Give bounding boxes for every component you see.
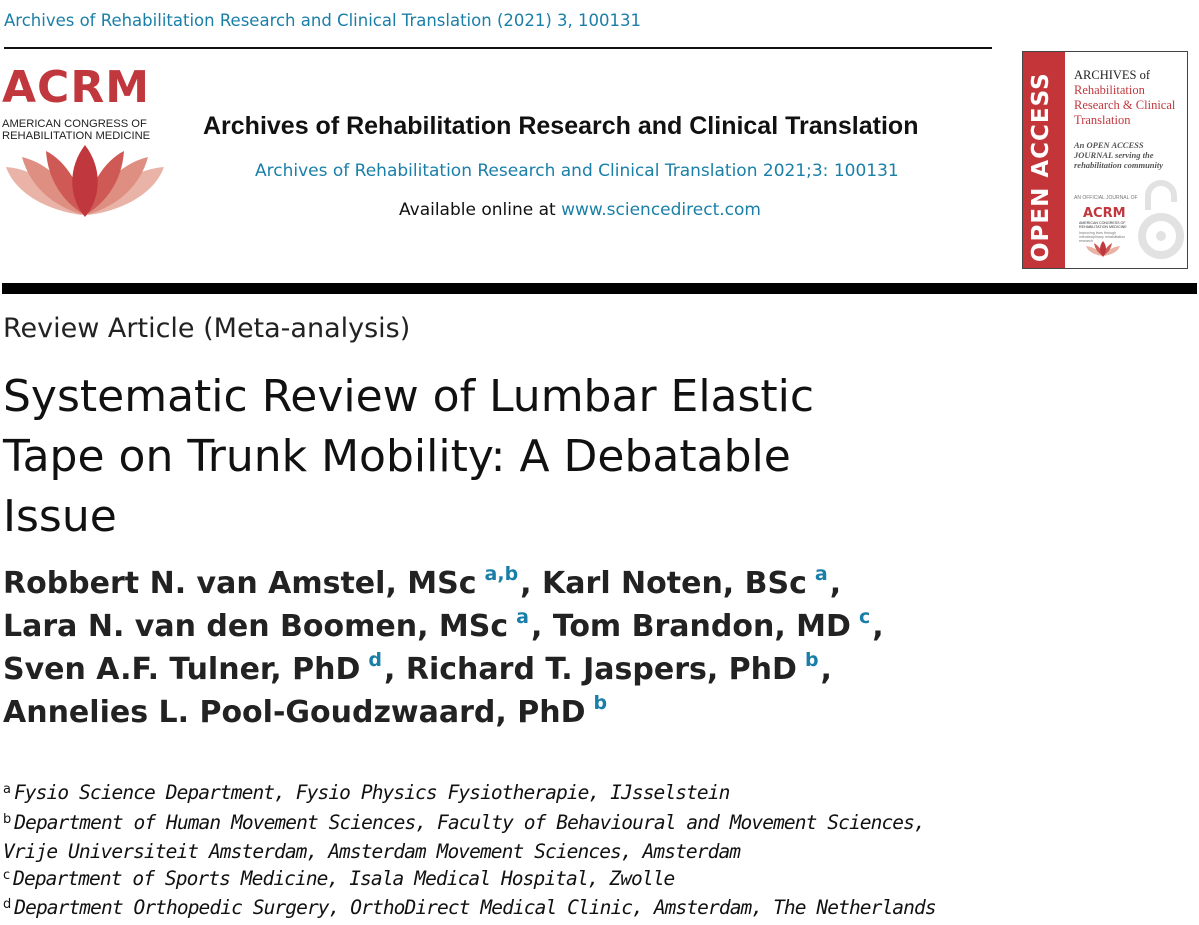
cover-title-line2: Rehabilitation — [1074, 83, 1145, 97]
cover-acrm-word: ACRM — [1083, 206, 1126, 221]
author-name: Robbert N. van Amstel, MSc — [3, 566, 477, 601]
acrm-logo-line2: REHABILITATION MEDICINE — [2, 130, 151, 142]
affiliation-d: $^d$ Department Orthopedic Surgery, OrthoDirect Medical Clinic, Amsterdam, The Netherlands — [3, 896, 936, 919]
author-line — [3, 693, 884, 736]
author-name: Richard T. Jaspers, PhD — [405, 652, 797, 687]
cover-lotus-icon — [1085, 241, 1121, 257]
affiliation-key: b — [3, 811, 12, 827]
section-rule — [2, 283, 1197, 294]
header-rule — [4, 47, 992, 49]
open-access-lock-icon — [1138, 172, 1184, 262]
author-name: Lara N. van den Boomen, MSc — [3, 609, 509, 644]
author-affil-ref[interactable]: a,b — [484, 563, 519, 585]
author-affil-ref[interactable]: a — [814, 563, 828, 585]
author-list — [3, 564, 884, 736]
article-title-line: Issue — [3, 491, 117, 542]
acrm-logo-line1: AMERICAN CONGRESS OF — [2, 118, 147, 130]
journal-citation: Archives of Rehabilitation Research and Clinical Translation 2021;3: 100131 — [255, 161, 899, 181]
author-line: Lara N. van den Boomen, MSc $^a$, Tom Brandon, MD $^c$, — [3, 606, 884, 644]
affiliation-key: c — [3, 867, 11, 883]
cover-open-access-label: OPEN ACCESS — [1028, 72, 1054, 262]
journal-cover — [1022, 51, 1188, 269]
author-affil-ref[interactable]: a — [516, 606, 529, 628]
article-title-line: Systematic Review of Lumbar Elastic — [3, 371, 815, 422]
author-line: Robbert N. van Amstel, MSc $^{a,b}$, Karl Noten, BSc $^a$, — [3, 563, 842, 601]
author-name: Annelies L. Pool-Goudzwaard, PhD — [3, 695, 586, 730]
author-affil-ref[interactable]: c — [858, 606, 871, 628]
author-affil-ref[interactable]: b — [804, 649, 819, 671]
sciencedirect-link[interactable]: www.sciencedirect.com — [561, 200, 761, 220]
affiliation-key: a — [3, 782, 11, 797]
acrm-logo-word: ACRM — [2, 62, 151, 113]
article-title-line: Tape on Trunk Mobility: A Debatable — [3, 431, 791, 482]
affiliation-key: d — [3, 897, 12, 912]
lotus-icon — [2, 145, 168, 221]
cover-title-line4: Translation — [1074, 113, 1131, 127]
availability-line — [399, 200, 761, 220]
author-name: Karl Noten, BSc — [542, 566, 807, 601]
availability-prefix: Available online at — [399, 200, 562, 220]
cover-subtitle: An OPEN ACCESS JOURNAL serving the rehabilitation community — [1074, 140, 1164, 170]
author-name: Sven A.F. Tulner, PhD — [3, 652, 361, 687]
article-type: Review Article (Meta-analysis) — [3, 313, 411, 344]
cover-official-label: AN OFFICIAL JOURNAL OF — [1074, 195, 1138, 201]
cover-tagline: Improving lives through interdisciplinary rehabilitation research — [1079, 231, 1126, 243]
journal-title: Archives of Rehabilitation Research and Clinical Translation — [203, 112, 919, 140]
cover-acrm-subtitle: AMERICAN CONGRESS OF REHABILITATION MEDICINE — [1079, 221, 1127, 229]
running-head: Archives of Rehabilitation Research and Clinical Translation (2021) 3, 100131 — [4, 11, 642, 30]
affiliations — [3, 780, 936, 925]
cover-title-line3: Research & Clinical — [1074, 98, 1176, 112]
author-name: Tom Brandon, MD — [552, 609, 851, 644]
cover-title-line1: ARCHIVES of — [1074, 68, 1151, 82]
affiliation-b: $^b$ Department of Human Movement Sciences, Faculty of Behavioural and Movement Sciences, — [3, 810, 925, 834]
article-title — [3, 367, 863, 547]
affiliation-b-cont: Vrije Universiteit Amsterdam, Amsterdam Movement Sciences, Amsterdam — [3, 840, 741, 863]
author-affil-ref[interactable]: b — [593, 692, 608, 714]
acrm-logo — [2, 62, 172, 221]
author-affil-ref[interactable]: d — [368, 649, 383, 671]
author-line: Sven A.F. Tulner, PhD $^d$, Richard T. Jaspers, PhD $^b$, — [3, 649, 832, 687]
affiliation-a: $^a$ Fysio Science Department, Fysio Physics Fysiotherapie, IJsselstein — [3, 781, 730, 804]
affiliation-c: $^c$ Department of Sports Medicine, Isala Medical Hospital, Zwolle — [3, 866, 675, 890]
